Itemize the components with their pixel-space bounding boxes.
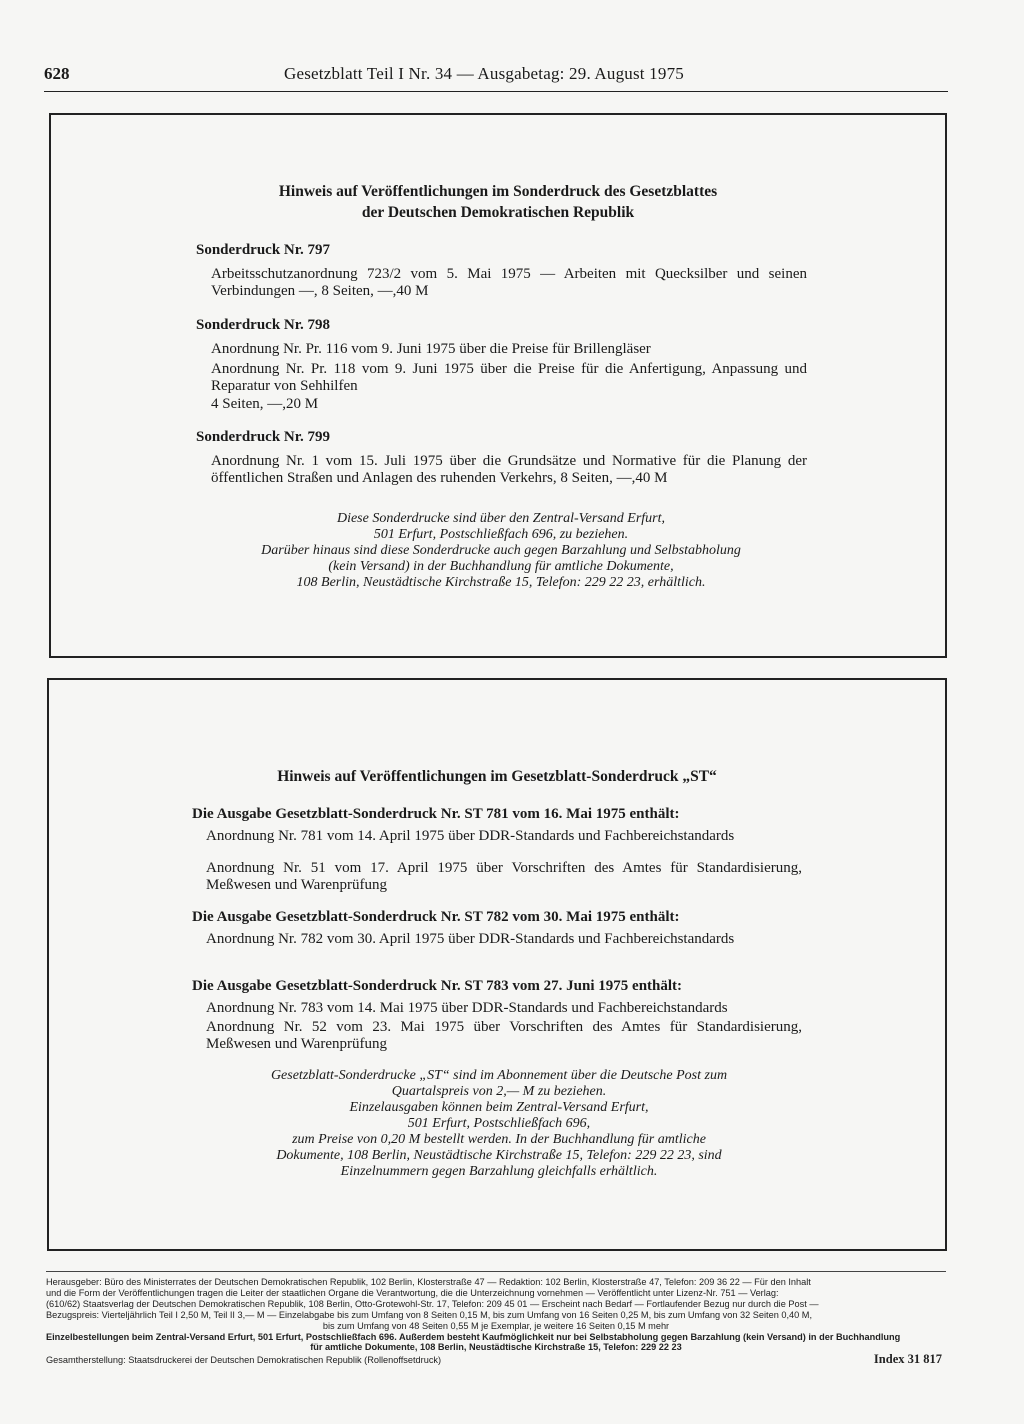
box2-note-line: 501 Erfurt, Postschließfach 696, [407, 1116, 591, 1131]
box2-note-line: zum Preise von 0,20 M bestellt werden. In der Buchhandlung für amtliche [292, 1132, 706, 1147]
imprint-line: bis zum Umfang von 48 Seiten 0,55 M je Exemplar, je weitere 16 Seiten 0,15 M mehr [322, 1320, 670, 1331]
section-heading-st782: Die Ausgabe Gesetzblatt-Sonderdruck Nr. ST 782 vom 30. Mai 1975 enthält: [192, 909, 680, 925]
printer-credit: Gesamtherstellung: Staatsdruckerei der Deutschen Demokratischen Republik (Rollenoffsetdruck) [46, 1355, 442, 1366]
imprint-bold-line: für amtliche Dokumente, 108 Berlin, Neustädtische Kirchstraße 15, Telefon: 229 22 23 [310, 1342, 682, 1353]
entry-797-1: Arbeitsschutzanordnung 723/2 vom 5. Mai 1975 — Arbeiten mit Quecksilber und seinen Verbindungen —, 8 Seiten, —,40 M [211, 266, 807, 299]
entry-st782-1: Anordnung Nr. 782 vom 30. April 1975 über DDR-Standards und Fachbereichstandards [206, 931, 735, 947]
entry-st783-2: Anordnung Nr. 52 vom 23. Mai 1975 über Vorschriften des Amtes für Standardisierung, Meßwesen und Warenprüfung [206, 1019, 802, 1052]
box1-note-line: (kein Versand) in der Buchhandlung für amtliche Dokumente, [328, 559, 674, 574]
section-heading-798: Sonderdruck Nr. 798 [196, 317, 331, 333]
imprint-line: Herausgeber: Büro des Ministerrates der Deutschen Demokratischen Republik, 102 Berlin, Klosterstraße 47 — Redaktion: 102 Berlin, Klosterstraße 47, Telefon: 209 36 22 — Für den Inhalt [46, 1277, 811, 1287]
imprint-line: Bezugspreis: Vierteljährlich Teil I 2,50 M, Teil II 3,— M — Einzelabgabe bis zum Umfang von 8 Seiten 0,15 M, bis zum Umfang von 16 Seiten 0,25 M, bis zum Umfang von 32 Seiten 0,40 M, [46, 1309, 812, 1320]
st-notice-box [47, 678, 947, 1251]
box2-note-line: Gesetzblatt-Sonderdrucke „ST“ sind im Abonnement über die Deutsche Post zum [270, 1068, 728, 1083]
box1-note-line: 501 Erfurt, Postschließfach 696, zu beziehen. [373, 527, 629, 542]
entry-st783-1: Anordnung Nr. 783 vom 14. Mai 1975 über DDR-Standards und Fachbereichstandards [206, 1000, 728, 1016]
section-heading-799: Sonderdruck Nr. 799 [196, 429, 331, 445]
box1-note-line: 108 Berlin, Neustädtische Kirchstraße 15, Telefon: 229 22 23, erhältlich. [296, 575, 706, 590]
imprint-bold-line: Einzelbestellungen beim Zentral-Versand Erfurt, 501 Erfurt, Postschließfach 696. Außerdem besteht Kaufmöglichkeit nur bei Selbstabholung gegen Barzahlung (kein Versand) in der Buchhandlung [46, 1331, 901, 1342]
index-number: Index 31 817 [873, 1352, 942, 1367]
box1-note-line: Diese Sonderdrucke sind über den Zentral-Versand Erfurt, [336, 511, 666, 526]
entry-st781-2: Anordnung Nr. 51 vom 17. April 1975 über Vorschriften des Amtes für Standardisierung, Meßwesen und Warenprüfung [206, 860, 802, 893]
imprint-line: (610/62) Staatsverlag der Deutschen Demokratischen Republik, 108 Berlin, Otto-Grotewohl-Str. 17, Telefon: 209 45 01 — Erscheint nach Bedarf — Fortlaufender Bezug nur durch die Post — [46, 1298, 819, 1309]
imprint-last-row [46, 1352, 946, 1368]
entry-798-3: 4 Seiten, —,20 M [211, 396, 319, 412]
entry-st781-1: Anordnung Nr. 781 vom 14. April 1975 über DDR-Standards und Fachbereichstandards [206, 828, 735, 844]
imprint-footer [46, 1277, 946, 1368]
box1-title-line2: der Deutschen Demokratischen Republik [361, 204, 635, 221]
box2-title: Hinweis auf Veröffentlichungen im Gesetzblatt-Sonderdruck „ST“ [277, 768, 717, 785]
box1-note-line: Darüber hinaus sind diese Sonderdrucke auch gegen Barzahlung und Selbstabholung [261, 543, 741, 558]
page-number: 628 [44, 64, 70, 83]
entry-798-1: Anordnung Nr. Pr. 116 vom 9. Juni 1975 über die Preise für Brillengläser [211, 341, 651, 357]
footer-rule [46, 1271, 946, 1272]
entry-798-2: Anordnung Nr. Pr. 118 vom 9. Juni 1975 über die Preise für die Anfertigung, Anpassung und Reparatur von Sehhilfen [211, 361, 807, 394]
imprint-line: und die Form der Veröffentlichungen tragen die Leiter der staatlichen Organe die Verantwortung, die die Unterzeichnung vornehmen — Veröffentlicht unter Lizenz-Nr. 751 — Verlag: [46, 1287, 779, 1298]
box2-note-line: Dokumente, 108 Berlin, Neustädtische Kirchstraße 15, Telefon: 229 22 23, sind [276, 1148, 722, 1163]
section-heading-st781: Die Ausgabe Gesetzblatt-Sonderdruck Nr. ST 781 vom 16. Mai 1975 enthält: [192, 806, 680, 822]
sonderdruck-notice-box [49, 113, 947, 658]
header-rule [44, 91, 948, 92]
box1-note [131, 511, 871, 591]
box1-title-line1: Hinweis auf Veröffentlichungen im Sonderdruck des Gesetzblattes [278, 183, 718, 200]
section-heading-797: Sonderdruck Nr. 797 [196, 242, 331, 258]
box2-note-line: Einzelnummern gegen Barzahlung gleichfalls erhältlich. [340, 1164, 658, 1179]
box2-note [149, 1068, 849, 1180]
box2-note-line: Quartalspreis von 2,— M zu beziehen. [391, 1084, 607, 1099]
box1-title [51, 181, 945, 223]
entry-799-1: Anordnung Nr. 1 vom 15. Juli 1975 über die Grundsätze und Normative für die Planung der öffentlichen Straßen und Anlagen des ruhenden Verkehrs, 8 Seiten, —,40 M [211, 453, 807, 486]
page-header [44, 64, 948, 94]
header-title: Gesetzblatt Teil I Nr. 34 — Ausgabetag: 29. August 1975 [284, 64, 684, 83]
box2-note-line: Einzelausgaben können beim Zentral-Versand Erfurt, [349, 1100, 649, 1115]
section-heading-st783: Die Ausgabe Gesetzblatt-Sonderdruck Nr. ST 783 vom 27. Juni 1975 enthält: [192, 978, 683, 994]
